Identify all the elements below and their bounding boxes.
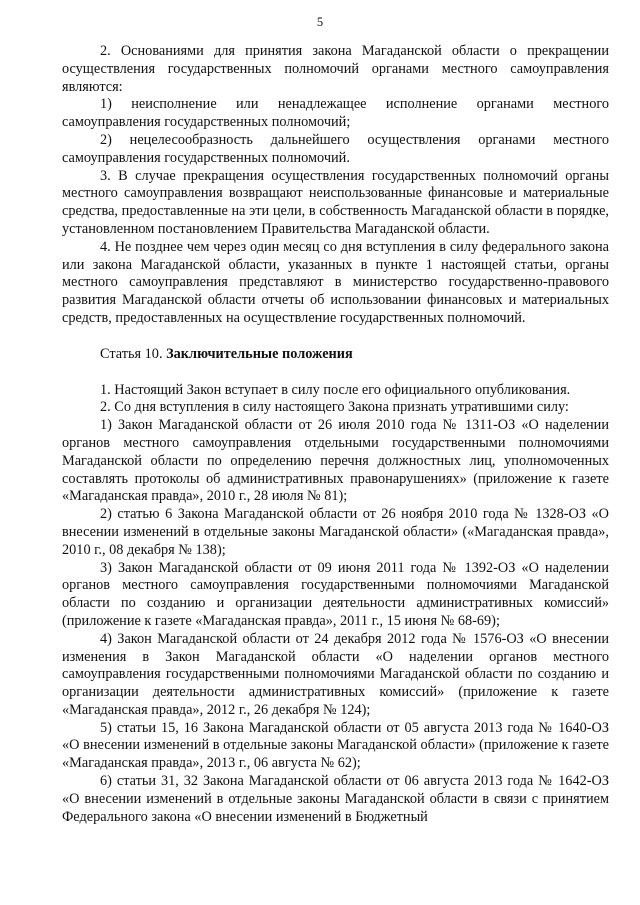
document-body [62,43,609,826]
repealed-law-1: 1) Закон Магаданской области от 26 июля 2010 года № 1311-ОЗ «О наделении органов местного самоуправления отдельными государственными полномочиями Магаданской области по определению перечня должностных лиц, уполномоченных составлять протоколы об административных правонарушениях» (приложение к газете «Магаданская правда», 2010 г., 28 июля № 81); [62,417,609,505]
article-paragraph-1: 1. Настоящий Закон вступает в силу после его официального опубликования. [100,381,571,398]
article-paragraph-2: 2. Со дня вступления в силу настоящего Закона признать утратившими силу: [100,399,569,416]
repealed-law-3: 3) Закон Магаданской области от 09 июня 2011 года № 1392-ОЗ «О наделении органов местного самоуправления государственными полномочиями Магаданской области по созданию и организации деятельности административных комиссий» (приложение к газете «Магаданская правда», 2011 г., 15 июня № 68-69); [62,559,609,629]
article-number: Статья 10. [100,345,167,362]
repealed-law-6: 6) статьи 31, 32 Закона Магаданской области от 06 августа 2013 года № 1642-ОЗ «О внесении изменений в отдельные законы Магаданской области в связи с принятием Федерального закона «О внесении изменений в Бюджетный [62,773,609,825]
repealed-law-4: 4) Закон Магаданской области от 24 декабря 2012 года № 1576-ОЗ «О внесении изменения в Закон Магаданской области «О наделении органов местного самоуправления государственными полномочиями Магаданской области по созданию и организации деятельности административных комиссий» (приложение к газете «Магаданская правда», 2012 г., 26 декабря № 124); [62,630,609,718]
article-title: Заключительные положения [166,345,353,362]
paragraph-ground-2: 2) нецелесообразность дальнейшего осуществления органами местного самоуправления государственных полномочий. [62,131,609,166]
paragraph-ground-1: 1) неисполнение или ненадлежащее исполнение органами местного самоуправления государственных полномочий; [62,96,609,131]
article-heading [62,346,609,364]
repealed-law-2: 2) статью 6 Закона Магаданской области от 26 ноября 2010 года № 1328-ОЗ «О внесении изменений в отдельные законы Магаданской области» («Магаданская правда», 2010 г., 08 декабря № 138); [62,506,609,558]
paragraph-grounds: 2. Основаниями для принятия закона Магаданской области о прекращении осуществления государственных полномочий органами местного самоуправления являются: [62,43,609,95]
page-number: 5 [316,15,324,29]
paragraph-reports: 4. Не позднее чем через один месяц со дня вступления в силу федерального закона или закона Магаданской области, указанных в пункте 1 настоящей статьи, органы местного самоуправления представляют в министерство государственно-правового развития Магаданской области отчеты об использовании финансовых и материальных средств, предоставленных на осуществление государственных полномочий. [62,238,609,326]
repealed-law-5: 5) статьи 15, 16 Закона Магаданской области от 05 августа 2013 года № 1640-ОЗ «О внесении изменений в отдельные законы Магаданской области» (приложение к газете «Магаданская правда», 2013 г., 06 августа № 62); [62,719,609,772]
paragraph-return-funds: 3. В случае прекращения осуществления государственных полномочий органы местного самоуправления возвращают неиспользованные финансовые и материальные средства, предоставленные на эти цели, в собственность Магаданской области в порядке, установленном постановлением Правительства Магаданской области. [62,167,609,237]
